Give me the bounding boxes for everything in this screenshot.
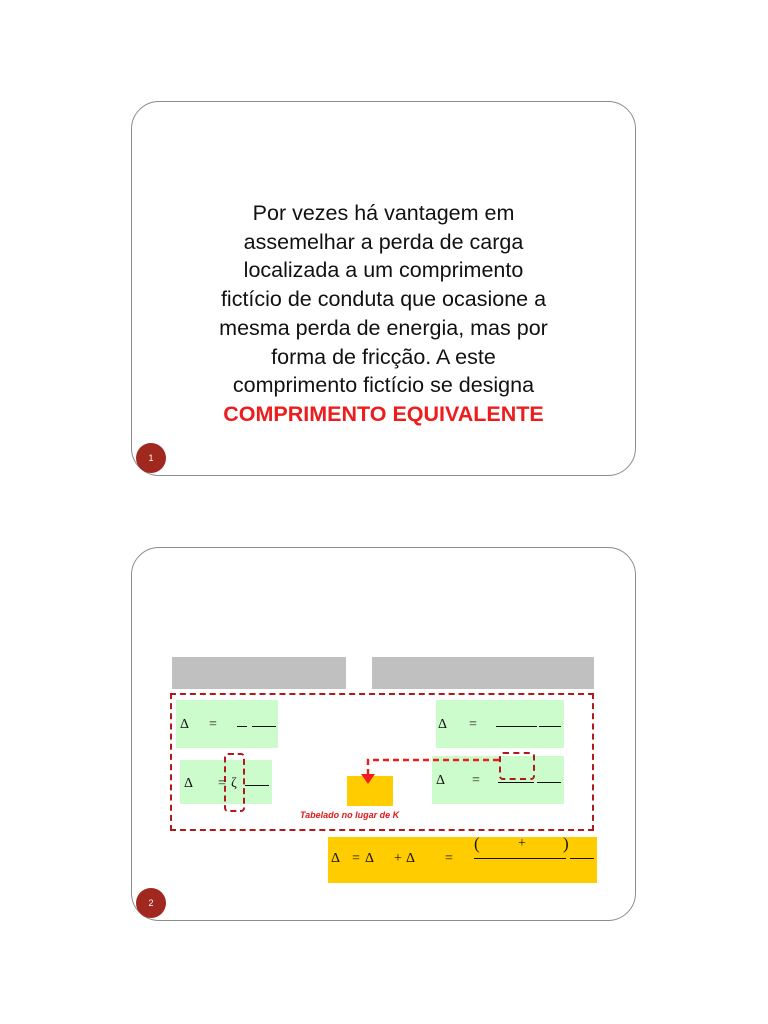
delta-symbol: Δ [406, 851, 416, 866]
fraction-bar [496, 726, 537, 727]
delta-symbol: Δ [180, 717, 190, 732]
equals-symbol: = [218, 776, 226, 791]
delta-symbol: Δ [436, 773, 446, 788]
fraction-bar [237, 726, 247, 727]
fraction-bar [245, 785, 269, 786]
text-line: fictício de conduta que ocasione a [220, 287, 547, 312]
fraction-bar [537, 782, 561, 783]
text-line: mesma perda de energia, mas por [219, 315, 548, 340]
right-paren: ) [563, 834, 569, 853]
text-line: comprimento fictício se designa [232, 373, 535, 398]
fraction-bar [570, 858, 594, 859]
equals-symbol: = [472, 773, 480, 788]
zeta-symbol: ζ [231, 776, 237, 791]
fraction-bar [252, 726, 276, 727]
equals-symbol: = [445, 851, 453, 866]
plus-symbol: + [518, 836, 526, 851]
equals-symbol: = [209, 717, 217, 732]
delta-symbol: Δ [184, 776, 194, 791]
equals-symbol: = [352, 851, 360, 866]
slide-2 [131, 547, 636, 921]
fraction-bar [498, 782, 534, 783]
slide-number-badge: 1 [136, 443, 166, 473]
slide-1-text [172, 199, 595, 429]
tabulated-note: Tabelado no lugar de K [300, 810, 400, 820]
text-line: forma de fricção. A este [271, 344, 496, 369]
text-line: localizada a um comprimento [243, 258, 524, 283]
emphasis-text: COMPRIMENTO EQUIVALENTE [223, 401, 544, 426]
delta-symbol: Δ [438, 717, 448, 732]
slide-1 [131, 101, 636, 476]
fraction-bar [539, 726, 561, 727]
delta-symbol: Δ [365, 851, 375, 866]
plus-symbol: + [394, 851, 402, 866]
delta-symbol: Δ [331, 851, 341, 866]
fraction-bar [474, 858, 566, 859]
left-paren: ( [474, 834, 480, 853]
slide-number-badge: 2 [136, 888, 166, 918]
text-line: assemelhar a perda de carga [243, 229, 524, 254]
equals-symbol: = [469, 717, 477, 732]
text-line: Por vezes há vantagem em [252, 201, 515, 225]
